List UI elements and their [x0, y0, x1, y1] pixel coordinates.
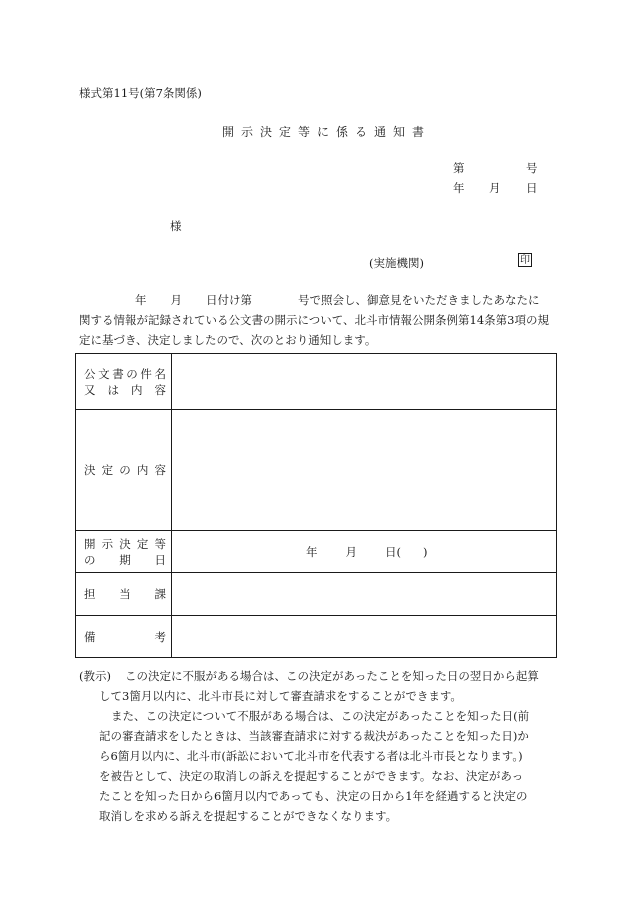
- label-document-subject: [76, 354, 172, 410]
- intro-month: 月: [170, 293, 182, 307]
- label-char: 件: [140, 366, 152, 381]
- table-row: [76, 531, 557, 573]
- label-char: 内: [131, 382, 143, 397]
- label-line: [84, 382, 171, 398]
- disclosure-day: 日(: [385, 544, 401, 559]
- issue-date-month: 月: [489, 181, 501, 195]
- label-decision-content: [76, 410, 172, 531]
- label-char: 当: [119, 587, 131, 601]
- label-line: [84, 586, 166, 602]
- table-row: [76, 573, 557, 616]
- label-char: 容: [154, 382, 166, 397]
- intro-date-ref: 日付け第: [206, 293, 252, 307]
- label-line: [84, 366, 166, 382]
- label-char: 備: [84, 629, 96, 644]
- label-char: 等: [154, 536, 166, 551]
- instruction-notes: [79, 666, 564, 826]
- field-remarks[interactable]: [172, 616, 557, 658]
- label-char: 公: [84, 366, 96, 381]
- disclosure-month: 月: [345, 544, 357, 559]
- label-char: は: [107, 382, 119, 397]
- label-char: 定: [136, 536, 149, 551]
- label-char: 定: [101, 463, 114, 477]
- intro-line-2: 関する情報が記録されている公文書の開示について、北斗市情報公開条例第14条第3項の規: [79, 313, 549, 327]
- intro-paragraph: [79, 290, 559, 350]
- intro-line1-rest: 号で照会し、御意見をいただきましたあなたに: [298, 293, 540, 307]
- intro-line-1: [79, 290, 559, 310]
- document-number: [453, 160, 538, 176]
- disclosure-paren-close: ): [423, 544, 428, 559]
- notes-line-2: して3箇月以内に、北斗市長に対して審査請求をすることができます。: [99, 689, 462, 703]
- label-char: の: [126, 366, 138, 381]
- label-char: 書: [112, 366, 124, 381]
- label-char: 文: [98, 366, 110, 381]
- issue-date-day: 日: [526, 181, 538, 195]
- doc-number-prefix: 第: [453, 161, 465, 175]
- label-char: 内: [136, 463, 149, 477]
- notes-line-1: [79, 666, 564, 686]
- notes-line-8: 取消しを求める訴えを提起することができなくなります。: [99, 809, 398, 823]
- table-row: [76, 410, 557, 531]
- label-char: 日: [154, 552, 166, 567]
- notes-line-6: を被告として、決定の取消しの訴えを提起することができます。なお、決定があっ: [99, 769, 524, 783]
- label-char: 決: [84, 463, 96, 477]
- label-char: 又: [84, 382, 96, 397]
- notes-line-5: ら6箇月以内に、北斗市(訴訟において北斗市を代表する者は北斗市長となります。): [99, 749, 523, 763]
- label-responsible-section: [76, 573, 172, 616]
- label-char: 担: [84, 587, 96, 601]
- label-char: 開: [84, 536, 96, 551]
- notes-line-7: たことを知った日から6箇月以内であっても、決定の日から1年を経過すると決定の: [99, 789, 528, 803]
- table-row: [76, 354, 557, 410]
- label-char: 期: [119, 552, 131, 567]
- disclosure-year: 年: [306, 544, 318, 559]
- label-disclosure-date: [76, 531, 172, 573]
- issue-date-year: 年: [453, 181, 465, 195]
- field-decision-content[interactable]: [172, 410, 557, 531]
- label-char: 示: [101, 536, 114, 551]
- table-row: [76, 616, 557, 658]
- notes-text: この決定に不服がある場合は、この決定があったことを知った日の翌日から起算: [124, 669, 539, 683]
- agency-label: (実施機関): [369, 256, 424, 270]
- label-line: [84, 629, 166, 645]
- field-document-subject[interactable]: [172, 354, 557, 410]
- label-line: [84, 536, 166, 552]
- notes-line-3: また、この決定について不服がある場合は、この決定があったことを知った日(前: [111, 709, 530, 723]
- form-number: 様式第11号(第7条関係): [79, 86, 202, 100]
- label-char: 考: [154, 629, 166, 644]
- label-spread: [84, 382, 166, 398]
- label-char: 容: [154, 463, 166, 477]
- label-char: 課: [154, 587, 166, 601]
- addressee-suffix: 様: [170, 219, 182, 233]
- label-char: 名: [154, 366, 166, 381]
- field-disclosure-date[interactable]: [172, 531, 557, 573]
- label-char: の: [84, 552, 96, 567]
- label-char: の: [119, 463, 131, 477]
- seal-mark: 印: [520, 255, 530, 266]
- label-line: [84, 552, 166, 568]
- notice-table: [75, 353, 557, 658]
- notes-line-4: 記の審査請求をしたときは、当該審査請求に対する裁決があったことを知った日)か: [99, 729, 529, 743]
- notes-heading: (教示): [79, 669, 111, 683]
- field-responsible-section[interactable]: [172, 573, 557, 616]
- intro-line-3: 定に基づき、決定しましたので、次のとおり通知します。: [79, 333, 377, 347]
- issue-date: [453, 180, 538, 196]
- intro-year: 年: [135, 293, 147, 307]
- label-remarks: [76, 616, 172, 658]
- document-title: 開示決定等に係る通知書: [222, 125, 432, 139]
- doc-number-suffix: 号: [526, 161, 538, 175]
- label-char: 決: [119, 536, 131, 551]
- label-line: [84, 462, 166, 478]
